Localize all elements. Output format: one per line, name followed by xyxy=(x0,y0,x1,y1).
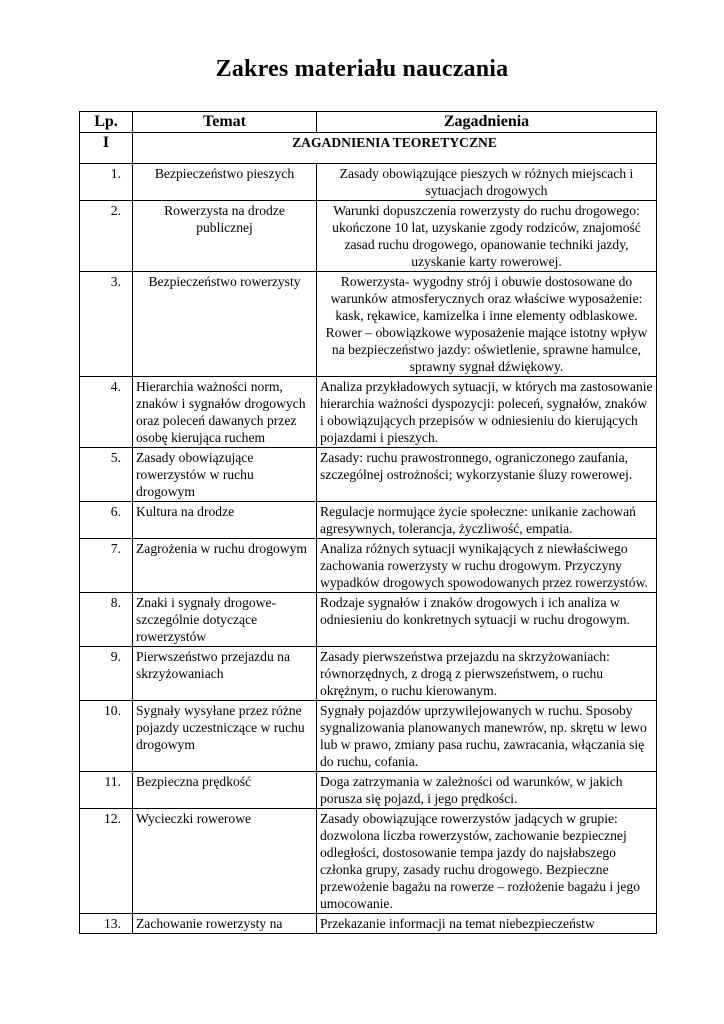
table-row xyxy=(80,272,657,377)
row-details: Sygnały pojazdów uprzywilejowanych w ruchu. Sposoby sygnalizowania planowanych manewrów, np. skrętu w lewo lub w prawo, zmiany pasa ruchu, zawracania, włączania się do ruchu, cofania. xyxy=(317,701,657,772)
table-row xyxy=(80,593,657,647)
table-row xyxy=(80,377,657,448)
header-row xyxy=(80,112,657,133)
row-details: Analiza różnych sytuacji wynikających z niewłaściwego zachowania rowerzysty w ruchu drogowym. Przyczyny wypadków drogowych spowodowanych przez rowerzystów. xyxy=(317,539,657,593)
row-details: Zasady obowiązujące rowerzystów jadących w grupie: dozwolona liczba rowerzystów, zachowanie bezpiecznej odległości, dostosowanie tempa jazdy do najsłabszego członka grupy, zasady ruchu drogowego. Bezpieczne przewożenie bagażu na rowerze – rozłożenie bagażu i jego umocowanie. xyxy=(317,809,657,914)
section-row xyxy=(80,133,657,164)
curriculum-table xyxy=(79,111,657,934)
row-topic: Znaki i sygnały drogowe- szczególnie dotyczące rowerzystów xyxy=(133,593,317,647)
row-topic: Pierwszeństwo przejazdu na skrzyżowaniach xyxy=(133,647,317,701)
table-row xyxy=(80,701,657,772)
row-topic: Sygnały wysyłane przez różne pojazdy uczestniczące w ruchu drogowym xyxy=(133,701,317,772)
row-details: Zasady pierwszeństwa przejazdu na skrzyżowaniach: równorzędnych, z drogą z pierwszeństwem, o ruchu okrężnym, o ruchu kierowanym. xyxy=(317,647,657,701)
table-row xyxy=(80,539,657,593)
table-row xyxy=(80,502,657,539)
section-number: I xyxy=(80,133,133,164)
table-row xyxy=(80,914,657,934)
row-number: 2. xyxy=(80,201,133,272)
row-topic: Kultura na drodze xyxy=(133,502,317,539)
row-topic: Hierarchia ważności norm, znaków i sygnałów drogowych oraz poleceń dawanych przez osobę kierująca ruchem xyxy=(133,377,317,448)
row-number: 7. xyxy=(80,539,133,593)
row-number: 11. xyxy=(80,772,133,809)
section-title: ZAGADNIENIA TEORETYCZNE xyxy=(133,133,657,164)
header-lp: Lp. xyxy=(80,112,133,133)
row-number: 5. xyxy=(80,448,133,502)
row-number: 4. xyxy=(80,377,133,448)
row-details: Przekazanie informacji na temat niebezpieczeństw xyxy=(317,914,657,934)
row-topic: Zachowanie rowerzysty na xyxy=(133,914,317,934)
row-details: Regulacje normujące życie społeczne: unikanie zachowań agresywnych, tolerancja, życzliwość, empatia. xyxy=(317,502,657,539)
row-details: Rowerzysta- wygodny strój i obuwie dostosowane do warunków atmosferycznych oraz właściwe wyposażenie: kask, rękawice, kamizelka i inne elementy odblaskowe. Rower – obowiązkowe wyposażenie mające istotny wpływ na bezpieczeństwo jazdy: oświetlenie, sprawne hamulce, sprawny sygnał dźwiękowy. xyxy=(317,272,657,377)
row-topic: Zagrożenia w ruchu drogowym xyxy=(133,539,317,593)
row-details: Rodzaje sygnałów i znaków drogowych i ich analiza w odniesieniu do konkretnych sytuacji w ruchu drogowym. xyxy=(317,593,657,647)
row-details: Doga zatrzymania w zależności od warunków, w jakich porusza się pojazd, i jego prędkości. xyxy=(317,772,657,809)
row-number: 6. xyxy=(80,502,133,539)
row-number: 3. xyxy=(80,272,133,377)
row-number: 1. xyxy=(80,164,133,201)
header-temat: Temat xyxy=(133,112,317,133)
header-zagadnienia: Zagadnienia xyxy=(317,112,657,133)
row-number: 13. xyxy=(80,914,133,934)
row-topic: Wycieczki rowerowe xyxy=(133,809,317,914)
table-row xyxy=(80,448,657,502)
row-topic: Zasady obowiązujące rowerzystów w ruchu drogowym xyxy=(133,448,317,502)
row-topic: Bezpieczeństwo pieszych xyxy=(133,164,317,201)
row-topic: Bezpieczeństwo rowerzysty xyxy=(133,272,317,377)
table-row xyxy=(80,201,657,272)
row-details: Zasady: ruchu prawostronnego, ograniczonego zaufania, szczególnej ostrożności; wykorzystanie śluzy rowerowej. xyxy=(317,448,657,502)
row-topic: Bezpieczna prędkość xyxy=(133,772,317,809)
table-row xyxy=(80,647,657,701)
row-number: 12. xyxy=(80,809,133,914)
table-row xyxy=(80,164,657,201)
row-number: 10. xyxy=(80,701,133,772)
table-row xyxy=(80,809,657,914)
page-title: Zakres materiału nauczania xyxy=(215,56,509,82)
row-details: Zasady obowiązujące pieszych w różnych miejscach i sytuacjach drogowych xyxy=(317,164,657,201)
row-number: 8. xyxy=(80,593,133,647)
row-details: Warunki dopuszczenia rowerzysty do ruchu drogowego: ukończone 10 lat, uzyskanie zgody rodziców, znajomość zasad ruchu drogowego, opanowanie techniki jazdy, uzyskanie karty rowerowej. xyxy=(317,201,657,272)
table-row xyxy=(80,772,657,809)
row-topic: Rowerzysta na drodze publicznej xyxy=(133,201,317,272)
row-number: 9. xyxy=(80,647,133,701)
row-details: Analiza przykładowych sytuacji, w których ma zastosowanie hierarchia ważności dyspozycji: poleceń, sygnałów, znaków i obowiązujących przepisów w odniesieniu do kierujących pojazdami i pieszych. xyxy=(317,377,657,448)
